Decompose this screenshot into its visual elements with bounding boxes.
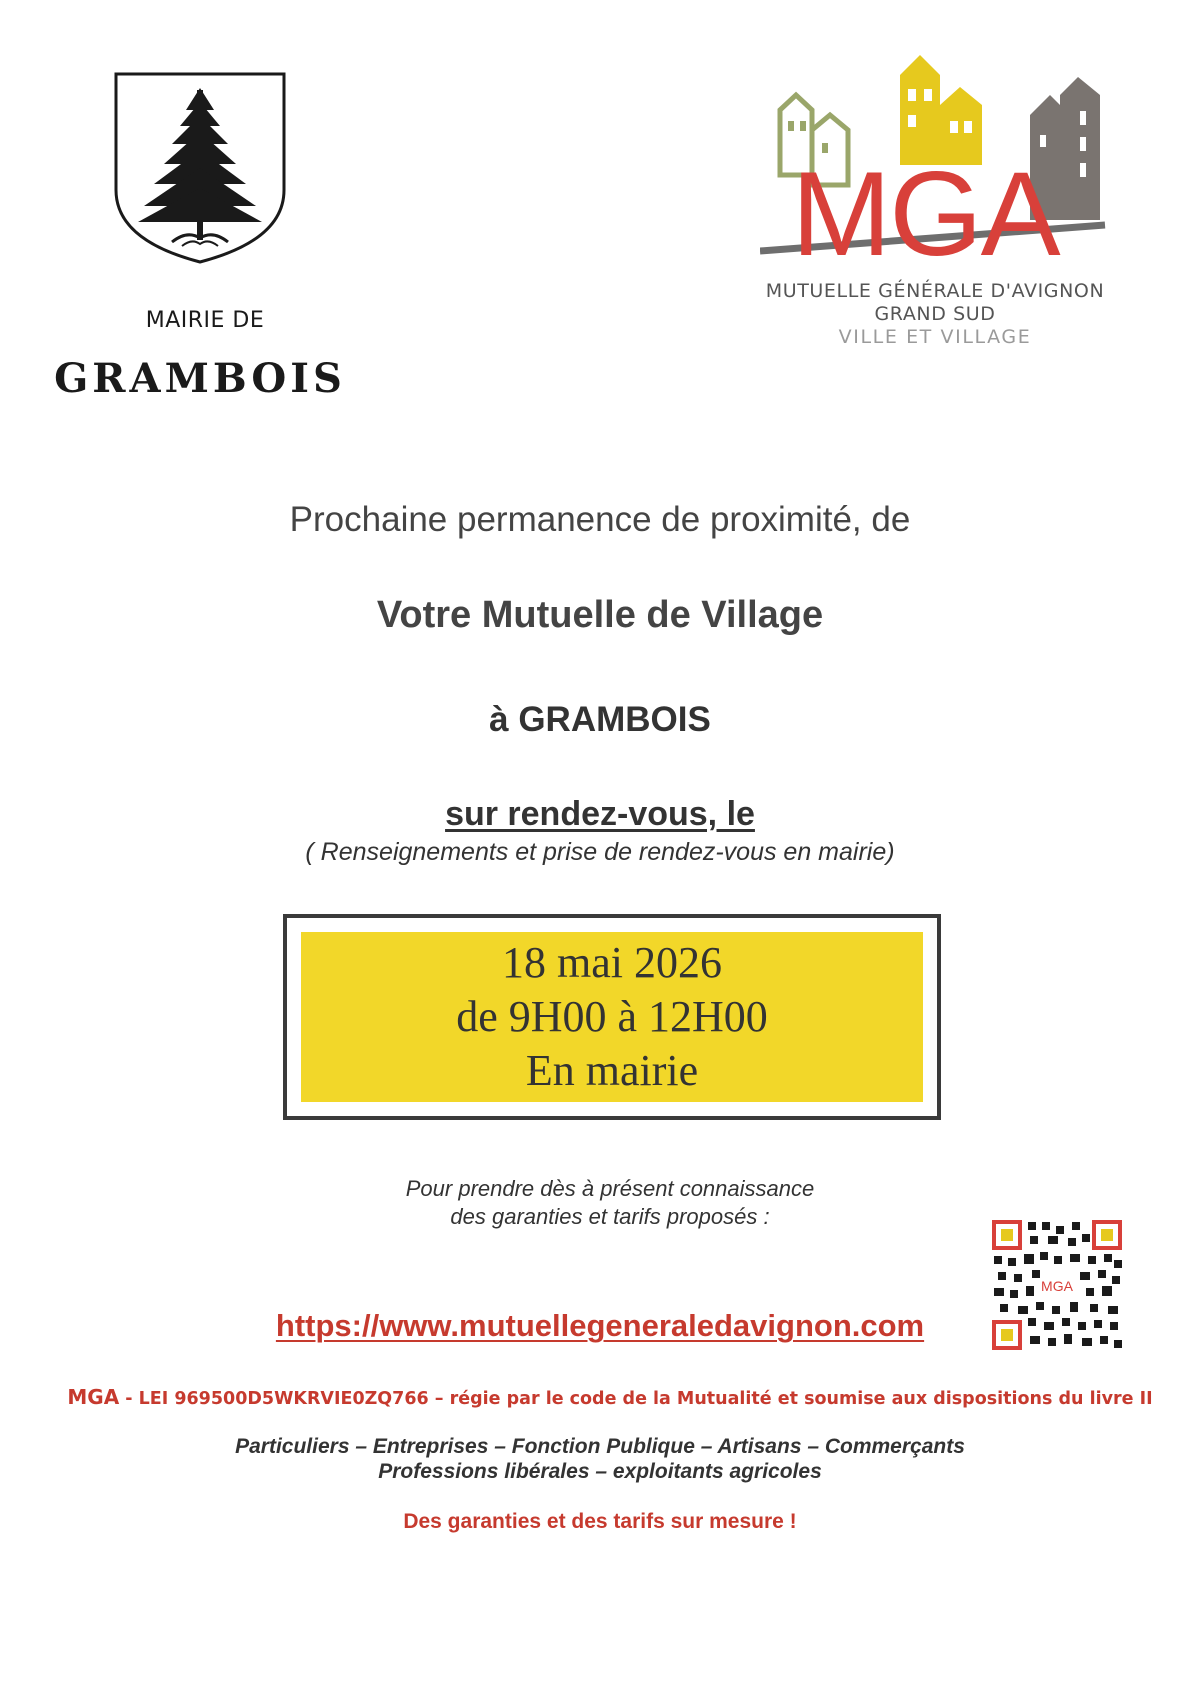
legal-mga: MGA bbox=[67, 1385, 120, 1409]
legal-notice bbox=[40, 1385, 1180, 1409]
info-line-2: des garanties et tarifs proposés : bbox=[450, 1204, 770, 1229]
appointment-heading bbox=[0, 795, 1200, 834]
mga-logo-text: MGA bbox=[791, 147, 1059, 275]
mga-subtitle-3: VILLE ET VILLAGE bbox=[838, 326, 1032, 348]
tagline: Des garanties et des tarifs sur mesure ! bbox=[403, 1510, 797, 1533]
mga-logo-icon bbox=[760, 55, 1120, 275]
appointment-heading-text: sur rendez-vous, le bbox=[445, 795, 755, 833]
qr-center-label: MGA bbox=[1041, 1278, 1073, 1294]
mairie-label: MAIRIE DE bbox=[145, 308, 265, 333]
appointment-info: ( Renseignements et prise de rendez-vous en mairie) bbox=[305, 838, 895, 866]
audience-line-2: Professions libérales – exploitants agricoles bbox=[378, 1460, 822, 1483]
audience-line-1: Particuliers – Entreprises – Fonction Publique – Artisans – Commerçants bbox=[235, 1435, 965, 1458]
grambois-crest-icon bbox=[112, 70, 288, 266]
qr-code-icon[interactable] bbox=[990, 1218, 1124, 1352]
event-location: En mairie bbox=[525, 1046, 699, 1095]
date-frame bbox=[283, 914, 941, 1120]
event-hours: de 9H00 à 12H00 bbox=[456, 992, 768, 1041]
mga-subtitle-1: MUTUELLE GÉNÉRALE D'AVIGNON bbox=[765, 280, 1105, 302]
intro-text: Prochaine permanence de proximité, de bbox=[289, 500, 911, 539]
info-line-1: Pour prendre dès à présent connaissance bbox=[405, 1176, 815, 1201]
date-box bbox=[301, 932, 923, 1102]
headline: Votre Mutuelle de Village bbox=[376, 594, 824, 636]
legal-text: - LEI 969500D5WKRVIE0ZQ766 – régie par le code de la Mutualité et soumise aux dispositions du livre II bbox=[119, 1389, 1153, 1409]
website-link[interactable]: https://www.mutuellegeneraledavignon.com bbox=[275, 1308, 925, 1343]
mairie-name: GRAMBOIS bbox=[54, 355, 346, 402]
event-date: 18 mai 2026 bbox=[502, 938, 722, 987]
mga-subtitle-2: GRAND SUD bbox=[874, 303, 996, 325]
place-text: à GRAMBOIS bbox=[489, 700, 711, 739]
